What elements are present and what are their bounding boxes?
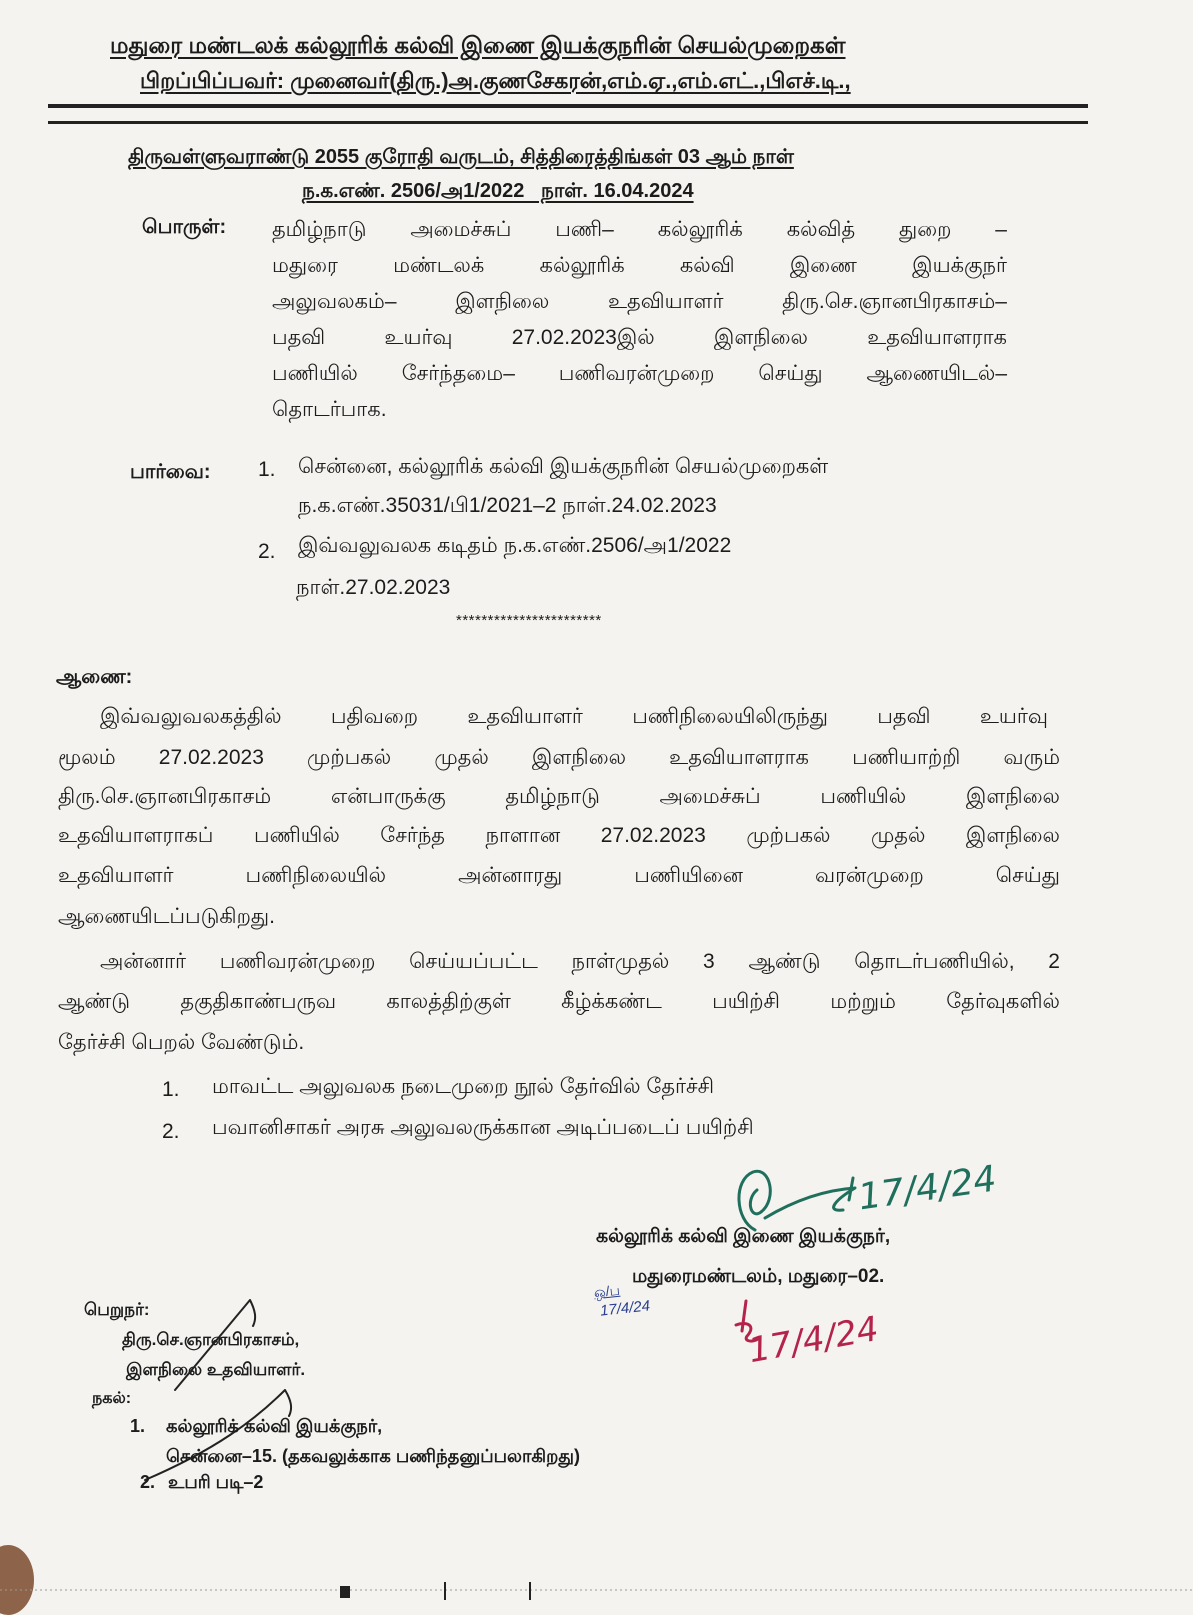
reference-item-text: இவ்வலுவலக கடிதம் ந.க.எண்.2506/அ1/2022 <box>298 534 732 557</box>
copy-item-number: 2. <box>140 1472 156 1492</box>
order-paragraph-line: மூலம் 27.02.2023 முற்பகல் முதல் இளநிலை உதவியாளராக பணியாற்றி வரும் <box>58 746 1060 769</box>
order-paragraph-line: இவ்வலுவலகத்தில் பதிவறை உதவியாளர் பணிநிலையிலிருந்து பதவி உயர்வு <box>100 705 1048 728</box>
reference-item-number: 1. <box>258 458 276 481</box>
header-rule-thick <box>48 104 1088 108</box>
training-item-text: பவானிசாகர் அரசு அலுவலருக்கான அடிப்படைப் பயிற்சி <box>212 1116 754 1139</box>
subject-line: பணியில் சேர்ந்தமை– பணிவரன்முறை செய்து ஆணையிடல்– <box>272 362 1007 385</box>
signatory-title: கல்லூரிக் கல்வி இணை இயக்குநர், <box>596 1226 891 1247</box>
recipient-label: பெறுநர்: <box>84 1300 150 1319</box>
subject-label: பொருள்: <box>142 216 227 238</box>
recipient-post: இளநிலை உதவியாளர். <box>126 1360 306 1379</box>
training-item-number: 2. <box>162 1120 180 1143</box>
red-signature-date: 17/4/24 <box>745 1308 882 1372</box>
reference-item-text: ந.க.எண்.35031/பி1/2021–2 நாள்.24.02.2023 <box>298 494 717 517</box>
order-paragraph-line: அன்னார் பணிவரன்முறை செய்யப்பட்ட நாள்முதல் 3 ஆண்டு தொடர்பணியில், 2 <box>100 950 1060 973</box>
training-item-number: 1. <box>162 1078 180 1101</box>
date-line: திருவள்ளுவராண்டு 2055 குரோதி வருடம், சித்திரைத்திங்கள் 03 ஆம் நாள் <box>128 146 794 168</box>
subject-line: பதவி உயர்வு 27.02.2023இல் இளநிலை உதவியாளராக <box>272 326 1007 349</box>
copy-item-text: கல்லூரிக் கல்வி இயக்குநர், <box>166 1416 383 1436</box>
order-paragraph-line: திரு.செ.ஞானபிரகாசம் என்பாருக்கு தமிழ்நாடு அமைச்சுப் பணியில் இளநிலை <box>58 785 1060 808</box>
reference-item-text: சென்னை, கல்லூரிக் கல்வி இயக்குநரின் செயல்முறைகள் <box>298 455 829 478</box>
subject-line: அலுவலகம்– இளநிலை உதவியாளர் திரு.செ.ஞானபிரகாசம்– <box>272 290 1007 313</box>
header-rule-thin <box>48 121 1088 124</box>
signatory-place: மதுரைமண்டலம், மதுரை–02. <box>632 1266 885 1287</box>
order-paragraph-line: உதவியாளராகப் பணியில் சேர்ந்த நாளான 27.02.2023 முற்பகல் முதல் இளநிலை <box>58 824 1060 847</box>
order-paragraph-line: ஆண்டு தகுதிகாண்பருவ காலத்திற்குள் கீழ்க்கண்ட பயிற்சி மற்றும் தேர்வுகளில் <box>58 990 1060 1013</box>
copy-label: நகல்: <box>92 1390 132 1407</box>
reference-item-text: நாள்.27.02.2023 <box>296 576 451 599</box>
signature-date: 17/4/24 <box>855 1158 999 1219</box>
office-heading: மதுரை மண்டலக் கல்லூரிக் கல்வி இணை இயக்குநரின் செயல்முறைகள் <box>110 32 846 58</box>
issuer-line: பிறப்பிப்பவர்: முனைவர்(திரு.)அ.குணசேகரன்,எம்.ஏ.,எம்.எட்.,பிஎச்.டி., <box>140 68 851 93</box>
subject-line: தொடர்பாக. <box>272 398 387 421</box>
reference-number: ந.க.எண். 2506/அ1/2022 நாள். 16.04.2024 <box>302 180 694 202</box>
order-paragraph-line: ஆணையிடப்படுகிறது. <box>58 905 275 928</box>
reference-item-number: 2. <box>258 540 276 563</box>
recipient-name: திரு.செ.ஞானபிரகாசம், <box>122 1330 300 1349</box>
training-item-text: மாவட்ட அலுவலக நடைமுறை நூல் தேர்வில் தேர்ச்சி <box>212 1075 715 1098</box>
initial-note: ஒ/ப <box>593 1281 621 1301</box>
initial-date: 17/4/24 <box>599 1297 651 1320</box>
copy-item-text: உபரி படி–2 <box>168 1472 264 1492</box>
order-paragraph-line: தேர்ச்சி பெறல் வேண்டும். <box>58 1031 305 1054</box>
separator-stars: *********************** <box>456 612 602 629</box>
copy-item-text: சென்னை–15. (தகவலுக்காக பணிந்தனுப்பலாகிறது) <box>166 1446 580 1466</box>
references-label: பார்வை: <box>130 461 211 483</box>
copy-item-number: 1. <box>130 1416 146 1436</box>
subject-line: மதுரை மண்டலக் கல்லூரிக் கல்வி இணை இயக்குநர் <box>272 254 1007 277</box>
order-label: ஆணை: <box>56 666 133 688</box>
subject-line: தமிழ்நாடு அமைச்சுப் பணி– கல்லூரிக் கல்வித் துறை – <box>272 218 1007 241</box>
scan-edge-marks <box>0 1580 1193 1600</box>
order-paragraph-line: உதவியாளர் பணிநிலையில் அன்னாரது பணியினை வரன்முறை செய்து <box>58 864 1060 887</box>
